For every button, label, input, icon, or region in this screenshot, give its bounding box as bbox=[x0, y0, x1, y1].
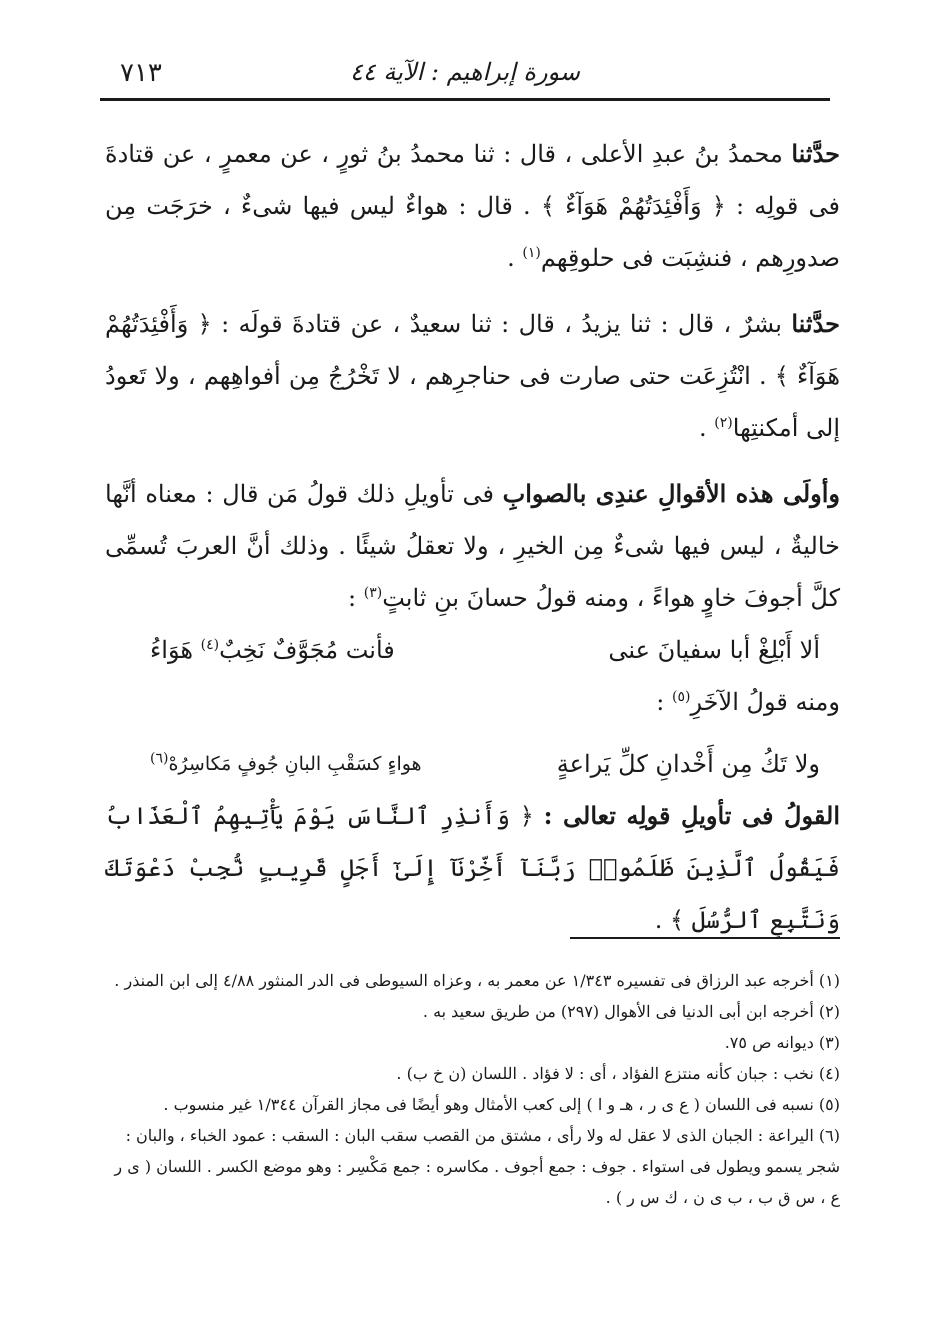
paragraph-text: فى تأويلِ ذلك قولُ مَن قال : معناه أنَّها خاليةٌ ، ليس فيها شىءٌ مِن الخيرِ ، ولا تعقلُ شيئًا . وذلك أنَّ العربَ تُسمِّى كلَّ أجوفَ خاوٍ هواءً ، ومنه قولُ حسانَ بنِ ثابتٍ bbox=[105, 480, 840, 612]
footnote-ref-5: (٥) bbox=[671, 689, 691, 705]
paragraph-4 bbox=[105, 676, 840, 728]
paragraph-text: ومنه قولُ الآخَرِ bbox=[690, 688, 840, 716]
verse-second: هواءٍ كسَقْبِ البانِ جُوفٍ مَكاسِرُهْ bbox=[168, 753, 422, 775]
footnote-3: (٣) ديوانه ص ٧٥. bbox=[724, 1033, 840, 1052]
poetry-verse-2 bbox=[105, 738, 840, 790]
footnote-ref-3: (٣) bbox=[363, 585, 383, 601]
footnote-ref-4: (٤) bbox=[200, 637, 220, 653]
page-header bbox=[100, 50, 830, 101]
quran-verse: ﴿ وَأَنذِرِ ٱلنَّاسَ يَوْمَ يَأْتِيهِمُ ٱلْعَذَابُ فَيَقُولُ ٱلَّذِينَ ظَلَمُوا۟ رَبَّنَآ أَخِّرْنَآ إِلَىٰٓ أَجَلٍ قَرِيبٍ نُّجِبْ دَعْوَتَكَ وَنَتَّبِعِ ٱلرُّسُلَ ﴾ . bbox=[105, 802, 840, 934]
footnotes bbox=[105, 965, 840, 1213]
verse-second-hemistich bbox=[150, 624, 395, 676]
page-number: ٧١٣ bbox=[120, 58, 162, 88]
footnote-6: (٦) اليراعة : الجبان الذى لا عقل له ولا رأى ، مشتق من القصب سقب البان : السقب : عمود الخباء ، والبان : شجر يسمو ويطول فى استواء . جوف : جمع أجوف . مكاسره : جمع مَكْسِر : وهو موضع الكسر . اللسان ( ى ر ع ، س ق ب ، ب ى ن ، ك س ر ) . bbox=[114, 1126, 840, 1207]
paragraph-lead: حدَّثنا bbox=[791, 309, 840, 338]
footnote-1: (١) أخرجه عبد الرزاق فى تفسيره ١/٣٤٣ عن معمر به ، وعزاه السيوطى فى الدر المنثور ٤/٨٨ إلى ابن المنذر . bbox=[114, 971, 840, 990]
verse-second-a: فأنت مُجَوَّفٌ نَخِبٌ bbox=[219, 636, 395, 664]
paragraph-text: بشرٌ ، قال : ثنا يزيدُ ، قال : ثنا سعيدٌ ، عن قتادةَ قولَه : ﴿ وَأَفْئِدَتُهُمْ هَوَآءٌ ﴾ . انْتُزِعَت حتى صارت فى حناجرِهم ، لا تَخْرُجُ مِن أفواهِهم ، ولا تَعودُ إلى أمكنتِها bbox=[105, 310, 840, 442]
paragraph-end: : bbox=[656, 688, 672, 716]
paragraph-3 bbox=[105, 468, 840, 624]
footnote-5: (٥) نسبه فى اللسان ( ع ى ر ، هـ و ا ) إلى كعب الأمثال وهو أيضًا فى مجاز القرآن ١/٣٤٤ غير منسوب . bbox=[163, 1095, 840, 1114]
verse-first-hemistich: ألا أَبْلِغْ أبا سفيانَ عنى bbox=[608, 636, 820, 664]
footnote-4: (٤) نخب : جبان كأنه منتزع الفؤاد ، أى : لا فؤاد . اللسان (ن خ ب) . bbox=[396, 1064, 840, 1083]
footnote-ref-1: (١) bbox=[522, 245, 541, 261]
verse-second-b: هَوَاءُ bbox=[150, 636, 201, 664]
paragraph-5 bbox=[105, 790, 840, 946]
paragraph-end: : bbox=[348, 584, 364, 612]
paragraph-end: . bbox=[699, 414, 715, 442]
footnote-ref-6: (٦) bbox=[150, 750, 169, 767]
paragraph-2 bbox=[105, 298, 840, 454]
verse-second-hemistich bbox=[150, 738, 422, 790]
running-title: سورة إبراهيم : الآية ٤٤ bbox=[349, 58, 581, 86]
paragraph-lead: حدَّثنا bbox=[791, 139, 841, 168]
footnote-separator bbox=[570, 937, 840, 939]
footnote-2: (٢) أخرجه ابن أبى الدنيا فى الأهوال (٢٩٧) من طريق سعيد به . bbox=[422, 1002, 840, 1021]
paragraph-1 bbox=[105, 128, 840, 284]
poetry-verse-1 bbox=[105, 624, 840, 676]
paragraph-text: محمدُ بنُ عبدِ الأعلى ، قال : ثنا محمدُ بنُ ثورٍ ، عن معمرٍ ، عن قتادةَ فى قولِه : ﴿ وَأَفْئِدَتُهُمْ هَوَآءٌ ﴾ . قال : هواءٌ ليس فيها شىءٌ ، خرَجَت مِن صدورِهم ، فنشِبَت فى حلوقِهم bbox=[105, 140, 840, 272]
footnote-ref-2: (٢) bbox=[714, 415, 733, 431]
section-heading: القولُ فى تأويلِ قولِه تعالى : bbox=[543, 801, 840, 830]
verse-first-hemistich: ولا تَكُ مِن أَخْدانِ كلِّ يَراعةٍ bbox=[556, 750, 820, 778]
paragraph-lead: وأولَى هذه الأقوالِ عندِى بالصوابِ bbox=[502, 479, 841, 508]
paragraph-end: . bbox=[507, 244, 523, 272]
main-text bbox=[105, 128, 840, 946]
